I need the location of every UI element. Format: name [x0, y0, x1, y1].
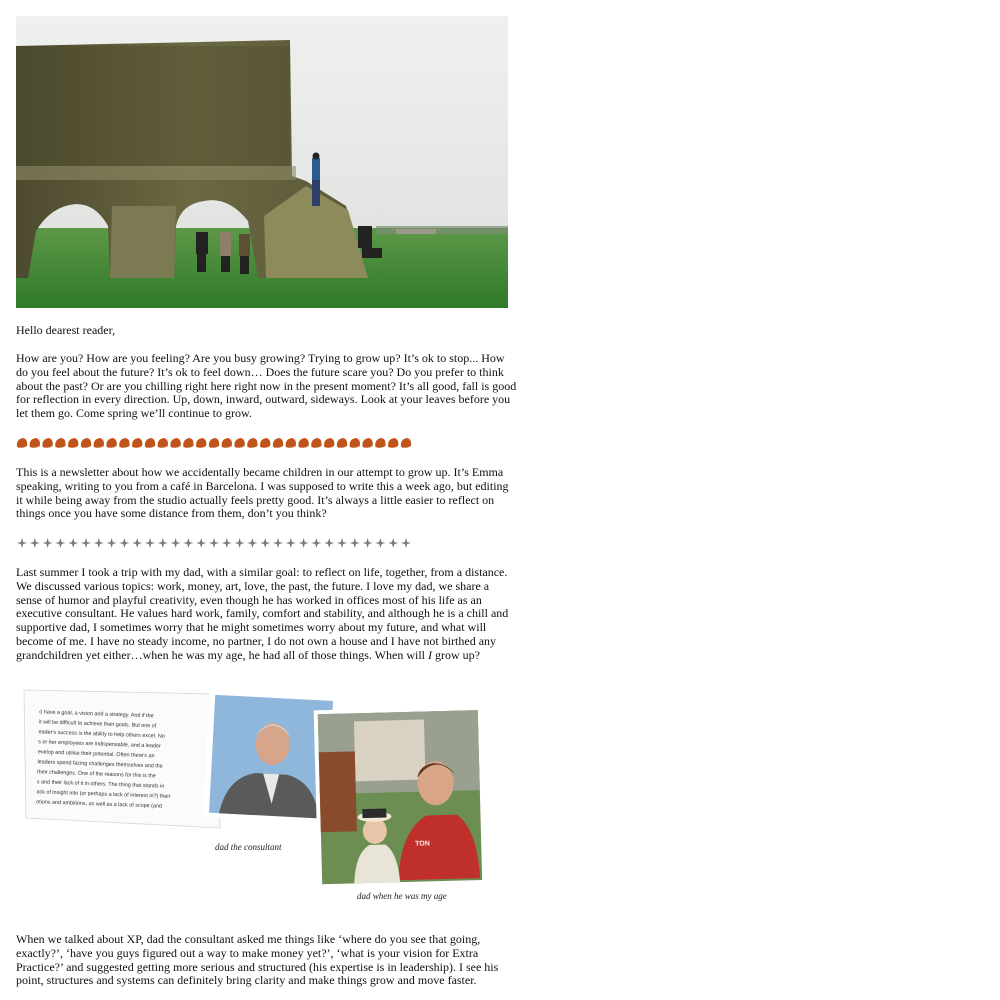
- book-text-line: o have a goal, a vision and a strategy. And if the: [39, 709, 154, 720]
- leaf-icon: [17, 438, 27, 448]
- hero-photo: [16, 16, 508, 308]
- sparkle-icon: [350, 538, 360, 548]
- sparkle-icon: [209, 538, 219, 548]
- trip-text-before: We discussed various topics: work, money, art, love, the past, the future. I love my dad, we share a sense of humor and playful creativity, even though he has worked in offices most of his life as an executive consultant. He values hard work, family, comfort and stability, and although he is a chill and supportive dad, I sometimes worry that he might sometimes worry about my future, and what will become of me. I have no steady income, no partner, I do not own a house and I have not birthed any grandchildren yet either…when he was my age, he had all of those things. When will: [16, 578, 509, 662]
- sparkle-icon: [299, 538, 309, 548]
- shirt-text: TON: [415, 840, 430, 848]
- trip-line: Last summer I took a trip with my dad, with a similar goal: to reflect on life, together, from a distance.: [16, 565, 508, 579]
- about-paragraph: This is a newsletter about how we accidentally became children in our attempt to grow up. It’s Emma speaking, writing to you from a café in Barcelona. I was supposed to write this a week ago, but editing it while being away from the studio actually feels pretty good. It’s always a little easier to reflect on things once you have some distance from them, don’t you think?: [16, 465, 509, 521]
- book-text-line: s and their lack of it in others. The thing that stands in: [36, 779, 165, 790]
- book-text-line: leaders spend facing challenges themselves and the: [37, 759, 163, 770]
- sparkle-icon: [311, 538, 321, 548]
- sparkle-divider: [16, 537, 412, 549]
- book-text-line: s or her employees are indispensable, and a leader: [38, 739, 161, 750]
- leaf-icon: [350, 438, 360, 448]
- sparkle-icon: [375, 538, 385, 548]
- sparkle-icon: [196, 538, 206, 548]
- sparkle-icon: [401, 538, 411, 548]
- leaf-icon: [196, 438, 206, 448]
- sparkle-icon: [260, 538, 270, 548]
- greeting: Hello dearest reader,: [16, 323, 116, 337]
- sparkle-icon: [171, 538, 181, 548]
- leaf-icon: [324, 438, 334, 448]
- sparkle-icon: [324, 538, 334, 548]
- caption-consultant: dad the consultant: [215, 842, 282, 852]
- leaf-icon: [81, 438, 91, 448]
- young-dad-photo: [314, 706, 487, 886]
- book-text-line: otions and ambitions, as well as a lack of scope (and: [36, 799, 163, 810]
- leaf-icon: [222, 438, 232, 448]
- leaf-icon: [209, 438, 219, 448]
- sparkle-icon: [222, 538, 232, 548]
- book-text-line: ack of insight into (or perhaps a lack of interest in?) their: [36, 789, 171, 800]
- leaf-icon: [158, 438, 168, 448]
- book-text-line: eader's success is the ability to help others excel. No: [38, 729, 165, 740]
- leaf-icon: [94, 438, 104, 448]
- leaf-icon: [401, 438, 411, 448]
- leaf-icon: [68, 438, 78, 448]
- leaf-icon: [362, 438, 372, 448]
- leaf-icon: [286, 438, 296, 448]
- sparkle-icon: [107, 538, 117, 548]
- leaf-divider: [16, 437, 412, 449]
- sparkle-icon: [55, 538, 65, 548]
- sparkle-icon: [94, 538, 104, 548]
- leaf-icon: [30, 438, 40, 448]
- leaf-icon: [298, 438, 308, 448]
- leaf-icon: [375, 438, 385, 448]
- sparkle-icon: [68, 538, 78, 548]
- sparkle-icon: [337, 538, 347, 548]
- leaf-icon: [170, 438, 180, 448]
- book-text-line: it will be difficult to achieve their goals. But one of: [38, 719, 157, 730]
- trip-emphasis: I: [428, 647, 432, 662]
- sparkle-icon: [273, 538, 283, 548]
- xp-paragraph: When we talked about XP, dad the consultant asked me things like ‘where do you see that going, exactly?’, ‘have you guys figured out a way to make money yet?’, ‘what is your vision for Extra Practice?’ and suggested getting more serious and structured (his expertise is in leadership). I see his point, structures and systems can definitely bring clarity and make things grow and move faster.: [16, 932, 499, 988]
- sparkle-icon: [119, 538, 129, 548]
- leaf-icon: [260, 438, 270, 448]
- leaf-icon: [388, 438, 398, 448]
- caption-young-dad: dad when he was my age: [357, 891, 447, 901]
- leaf-icon: [119, 438, 129, 448]
- leaf-icon: [42, 438, 52, 448]
- sparkle-icon: [30, 538, 40, 548]
- leaf-icon: [234, 438, 244, 448]
- sparkle-icon: [145, 538, 155, 548]
- sparkle-icon: [286, 538, 296, 548]
- book-text-line: evelop and utilise their potential. Often there's an: [37, 749, 155, 760]
- sparkle-icon: [43, 538, 53, 548]
- intro-paragraph: How are you? How are you feeling? Are you busy growing? Trying to grow up? It’s ok to stop... How do you feel about the future? It’s ok to feel down… Does the future scare you? Do you prefer to think about the past? Or are you chilling right here right now in the present moment? It’s all good, fall is good for reflection in every direction. Up, down, inward, outward, sideways. Look at your leaves before you let them go. Come spring we’ll continue to grow.: [16, 351, 517, 421]
- leaf-icon: [106, 438, 116, 448]
- sparkle-icon: [183, 538, 193, 548]
- leaf-icon: [337, 438, 347, 448]
- sparkle-icon: [81, 538, 91, 548]
- sparkle-icon: [363, 538, 373, 548]
- sparkle-icon: [17, 538, 27, 548]
- sparkle-icon: [158, 538, 168, 548]
- sparkle-icon: [235, 538, 245, 548]
- sparkle-icon: [132, 538, 142, 548]
- book-text-line: their challenges. One of the reasons for this is the: [37, 769, 156, 780]
- trip-paragraph: [16, 580, 518, 663]
- sparkle-icon: [388, 538, 398, 548]
- leaf-icon: [311, 438, 321, 448]
- leaf-icon: [55, 438, 65, 448]
- leaf-icon: [145, 438, 155, 448]
- photo-collage: [16, 680, 496, 906]
- sparkle-icon: [247, 538, 257, 548]
- leaf-icon: [273, 438, 283, 448]
- leaf-icon: [247, 438, 257, 448]
- leaf-icon: [132, 438, 142, 448]
- trip-text-after: grow up?: [432, 647, 480, 662]
- leaf-icon: [183, 438, 193, 448]
